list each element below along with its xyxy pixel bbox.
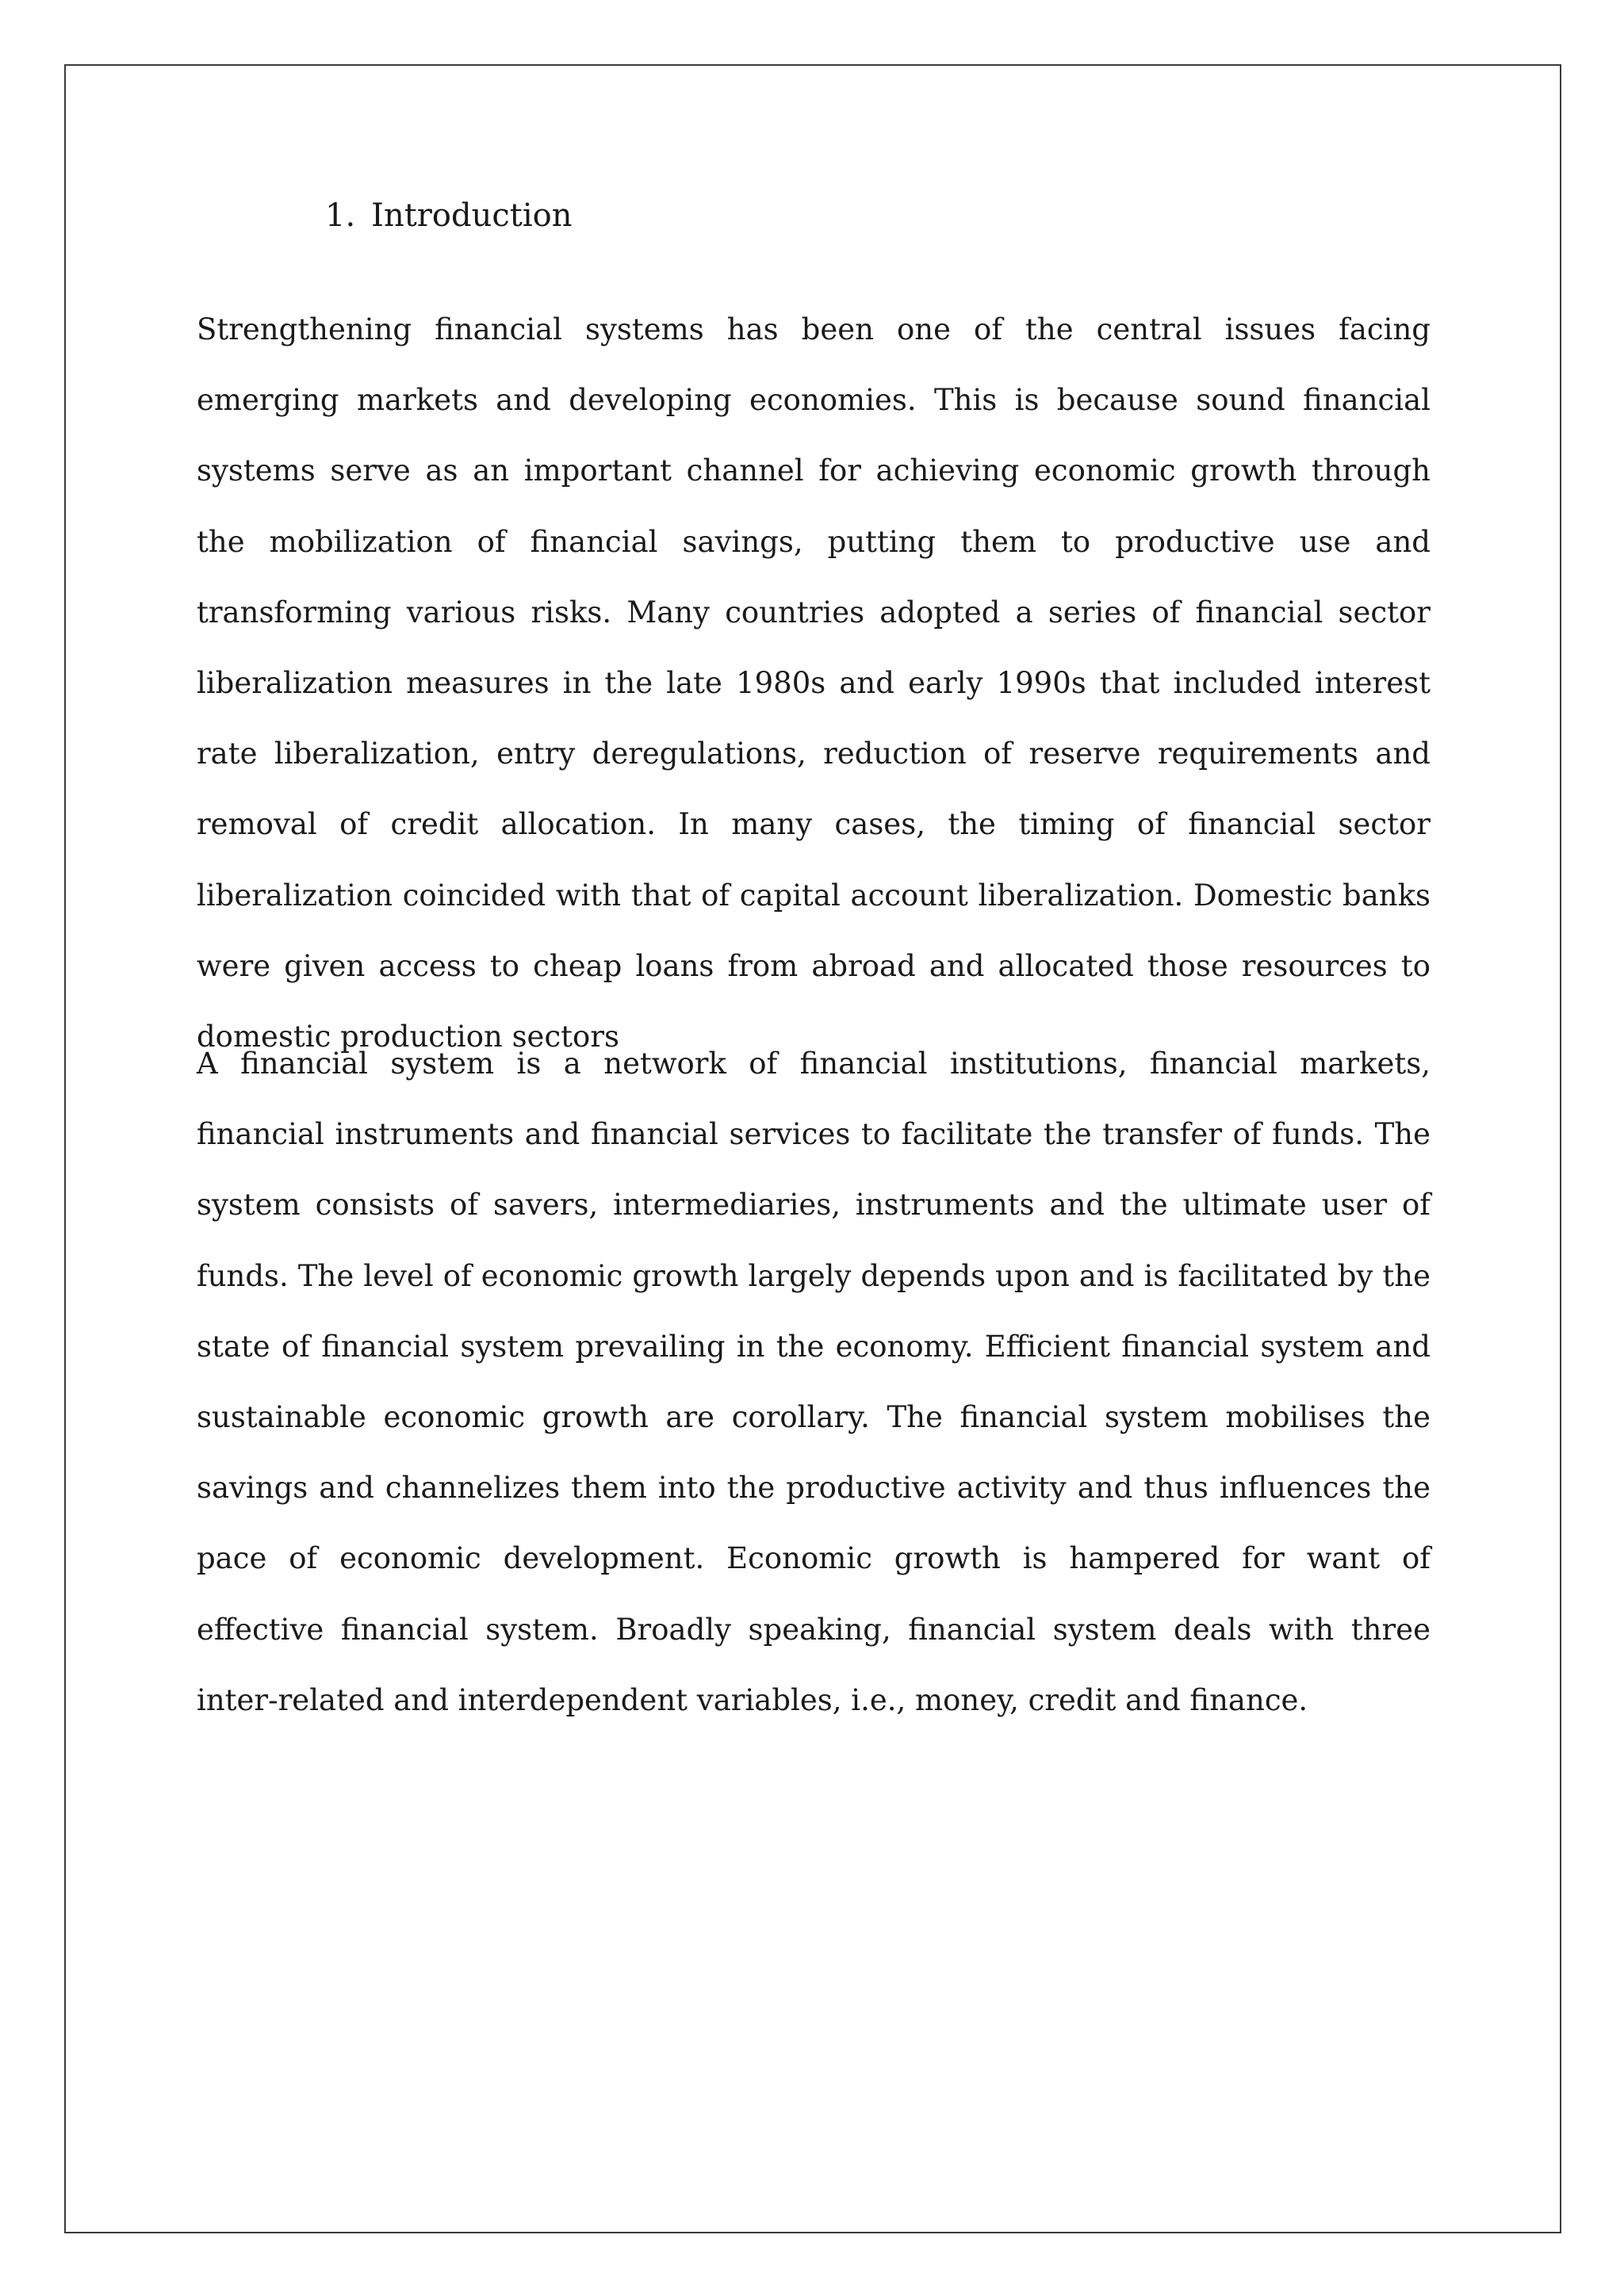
section-title: Introduction (371, 197, 573, 234)
paragraph-financial-system: A financial system is a network of financial institutions, financial markets, financial instruments and financial services to facilitate the transfer of funds. The system consists of savers, intermediaries, instruments and the ultimate user of funds. The level of economic growth largely depends upon and is facilitated by the state of financial system prevailing in the economy. Efficient financial system and sustainable economic growth are corollary. The financial system mobilises the savings and channelizes them into the productive activity and thus influences the pace of economic development. Economic growth is hampered for want of effective financial system. Broadly speaking, financial system deals with three inter-related and interdependent variables, i.e., money, credit and finance. (197, 1047, 1431, 1717)
paragraph-intro: Strengthening financial systems has been one of the central issues facing emerging markets and developing economies. This is because sound financial systems serve as an important channel for achieving economic growth through the mobilization of financial savings, putting them to productive use and transforming various risks. Many countries adopted a series of financial sector liberalization measures in the late 1980s and early 1990s that included interest rate liberalization, entry deregulations, reduction of reserve requirements and removal of credit allocation. In many cases, the timing of financial sector liberalization coincided with that of capital account liberalization. Domestic banks were given access to cheap loans from abroad and allocated those resources to domestic production sectors (197, 312, 1431, 1054)
section-number: 1. (325, 197, 356, 234)
section-heading (325, 193, 573, 238)
